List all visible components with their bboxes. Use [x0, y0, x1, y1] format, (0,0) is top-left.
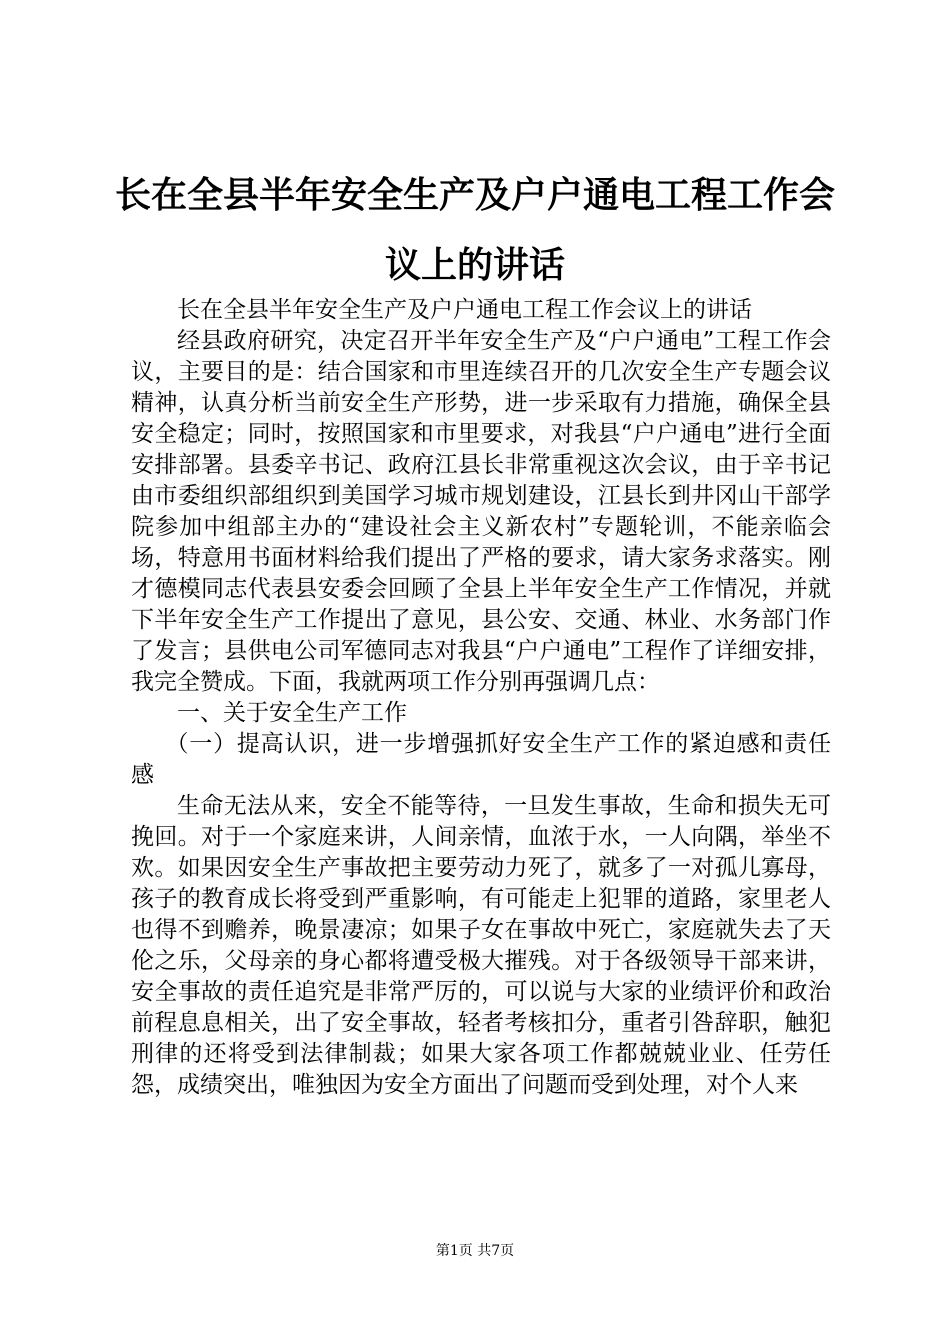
section-heading: 一、关于安全生产工作: [177, 700, 407, 726]
document-title: 长在全县半年安全生产及户户通电工程工作会议上的讲话: [114, 174, 835, 286]
intro-paragraph: 经县政府研究，决定召开半年安全生产及“户户通电”工程工作会议，主要目的是：结合国家和市里连续召开的几次安全生产专题会议精神，认真分析当前安全生产形势，进一步采取有力措施，确保全县安全稳定；同时，按照国家和市里要求，对我县“户户通电”进行全面安排部署。县委辛书记、政府江县长非常重视这次会议，由于辛书记由市委组织部组织到美国学习城市规划建设，江县长到井冈山干部学院参加中组部主办的“建设社会主义新农村”专题轮训，不能亲临会场，特意用书面材料给我们提出了严格的要求，请大家务求落实。刚才德模同志代表县安委会回顾了全县上半年安全生产工作情况，并就下半年安全生产工作提出了意见，县公安、交通、林业、水务部门作了发言；县供电公司军德同志对我县“户户通电”工程作了详细安排，我完全赞成。下面，我就两项工作分别再强调几点：: [131, 328, 831, 695]
document-body: [131, 295, 831, 1101]
body-paragraph: 生命无法从来，安全不能等待，一旦发生事故，生命和损失无可挽回。对于一个家庭来讲，人间亲情，血浓于水，一人向隅，举坐不欢。如果因安全生产事故把主要劳动力死了，就多了一对孤儿寡母，孩子的教育成长将受到严重影响，有可能走上犯罪的道路，家里老人也得不到赡养，晚景凄凉；如果子女在事故中死亡，家庭就失去了天伦之乐，父母亲的身心都将遭受极大摧残。对于各级领导干部来讲，安全事故的责任追究是非常严厉的，可以说与大家的业绩评价和政治前程息息相关，出了安全事故，轻者考核扣分，重者引咎辞职，触犯刑律的还将受到法律制裁；如果大家各项工作都兢兢业业、任劳任怨，成绩突出，唯独因为安全方面出了问题而受到处理，对个人来: [131, 793, 831, 1098]
subsection-heading: （一）提高认识，进一步增强抓好安全生产工作的紧迫感和责任感: [131, 731, 831, 788]
subtitle-paragraph: 长在全县半年安全生产及户户通电工程工作会议上的讲话: [177, 297, 752, 323]
page-number-footer: 第1页 共7页: [435, 1243, 515, 1259]
